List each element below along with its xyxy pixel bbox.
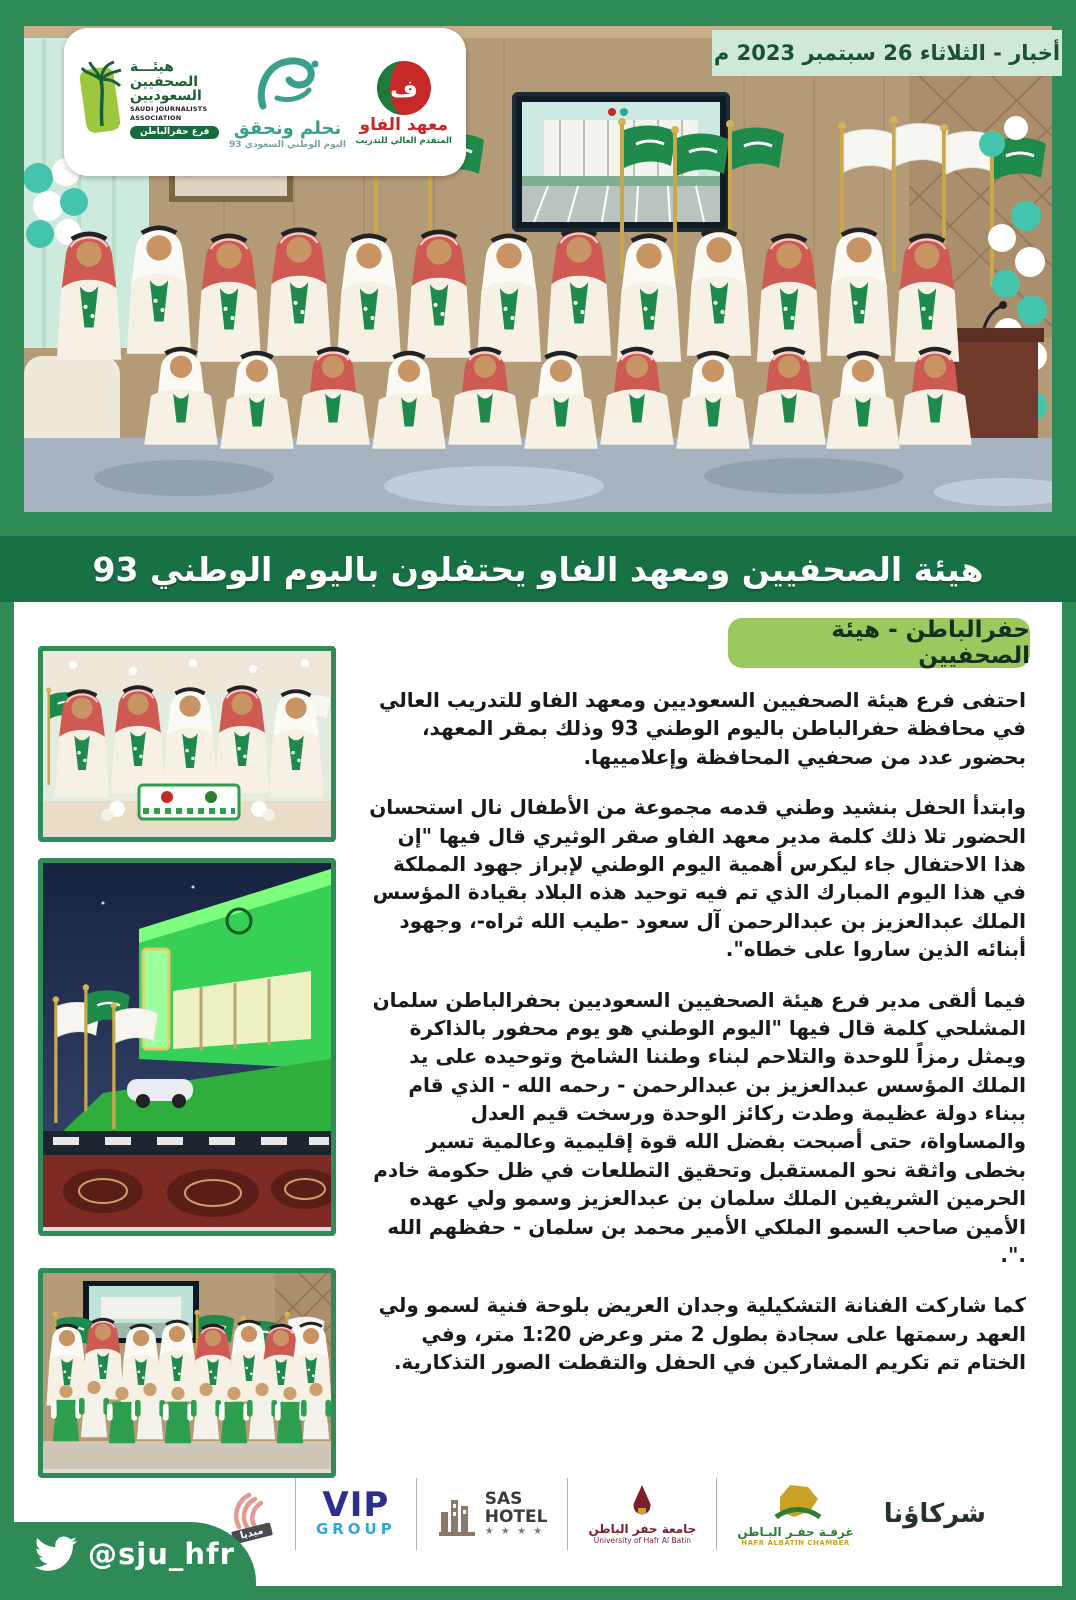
sas-building-icon [437, 1492, 477, 1536]
partners-row [229, 1468, 992, 1560]
chamber-logo [737, 1481, 853, 1547]
sja-name-en1: SAUDI JOURNALISTS [130, 105, 208, 114]
national-day-logo [229, 54, 346, 150]
university-flame-icon [627, 1484, 657, 1520]
national-day-calligraphy-icon [249, 54, 325, 120]
partner-divider [295, 1478, 296, 1550]
university-logo [588, 1484, 696, 1545]
headline-bar [0, 536, 1076, 602]
sja-branch-label: فرع حفرالباطن [130, 126, 219, 139]
carpet [24, 438, 1052, 512]
vip-group-logo [315, 1484, 396, 1539]
sja-name-line1: هيئـــة [130, 59, 174, 75]
article-body [364, 686, 1026, 1399]
fao-glyph: ف [389, 74, 418, 103]
vip-name: VIP [322, 1484, 390, 1525]
chamber-name: غرفـة حفـر البـاطن [737, 1525, 854, 1539]
vip-sub: GROUP [315, 1520, 396, 1539]
article-content [14, 602, 1062, 1586]
twitter-ribbon[interactable] [0, 1522, 256, 1586]
media-name: ميديا [231, 1522, 273, 1544]
twitter-icon [34, 1536, 78, 1572]
sja-palm-icon [78, 60, 124, 144]
photo-kids-group [38, 1268, 336, 1478]
partner-divider [567, 1478, 568, 1550]
sja-name-line3: السعوديين [130, 88, 202, 105]
sja-logo [78, 60, 219, 144]
logo-card [64, 28, 466, 176]
fao-circle-icon [375, 59, 433, 117]
chamber-map-icon [770, 1481, 822, 1523]
partner-divider [416, 1478, 417, 1550]
kneeling-row [144, 349, 972, 449]
sas-hotel-logo [437, 1488, 548, 1538]
headline-text: هيئة الصحفيين ومعهد الفاو يحتفلون باليوم الوطني 93 [92, 549, 984, 589]
photo-green-building [38, 858, 336, 1236]
paragraph-4: كما شاركت الفنانة التشكيلية وجدان العريض بلوحة فنية لسمو ولي العهد رسمتها على سجادة بطول 2 متر وعرض 1:20 متر، وفي الختام تم تكريم المشاركين في الحفل والتقطت الصور التذكارية. [378, 1293, 1026, 1375]
fao-subtitle: المتقدم العالي للتدريب [355, 135, 452, 146]
byline-badge [728, 618, 1030, 668]
partner-divider [716, 1478, 717, 1550]
university-sub: University of Hafr Al Batin [593, 1535, 692, 1545]
sas-name2: HOTEL [484, 1506, 548, 1527]
paragraph-1: احتفى فرع هيئة الصحفيين السعوديين ومعهد الفاو للتدريب العالي في محافظة حفرالباطن باليوم الوطني 93 وذلك بمقر المعهد، بحضور عدد من صحفيي المحافظة وإعلامييها. [378, 688, 1026, 769]
date-band [712, 30, 1062, 76]
national-day-subtitle: اليوم الوطني السعودي 93 [229, 140, 346, 150]
national-day-slogan: نحلم ونحقق [233, 118, 342, 139]
paragraph-3: فيما ألقى مدير فرع هيئة الصحفيين السعوديين بحفرالباطن سلمان المشلحي كلمة قال فيها "اليوم الوطني هو يوم محفور بالذاكرة ويمثل رمزاً للوحدة والتلاحم لبناء وطننا الشامخ وتوحيده على يد الملك المؤسس عبدالعزيز بن عبدالرحمن - رحمه الله - الذي قام ببناء دولة عظيمة وطدت ركائز الوحدة ورسخت قيم العدل والمساواة، حتى أصبحت بفضل الله قوة إقليمية وعالمية تسير بخطى واثقة نحو المستقبل وتحقيق التطلعات في ظل حكومة خادم الحرمين الشريفين الملك سلمان بن عبدالعزيز وسمو ولي عهده الأمين صاحب السمو الملكي الأمير محمد بن سلمان - حفظهم الله .". [372, 987, 1026, 1268]
photo-column [38, 646, 336, 1478]
partners-label: شركاؤنا [883, 1499, 986, 1529]
sas-stars: ★ ★ ★ ★ [484, 1526, 545, 1538]
chamber-sub: HAFR ALBATIN CHAMBER [741, 1539, 850, 1547]
paragraph-2: وابتدأ الحفل بنشيد وطني قدمه مجموعة من الأطفال نال استحسان الحضور تلا ذلك كلمة مدير معهد الفاو صقر الوثيري قال فيها "إن هذا الاحتفال جاء ليكرس أهمية اليوم الوطني لإبراز جهود المملكة في هذا اليوم المبارك الذي تم فيه توحيد هذه البلاد بقيادة المؤسس الملك عبدالعزيز بن عبدالرحمن آل سعود -طيب الله ثراه-، وجهود أبنائه الذين ساروا على خطاه". [369, 795, 1026, 962]
sas-name1: SAS [484, 1488, 523, 1509]
photo-cake-cutting [38, 646, 336, 842]
date-label: أخبار - الثلاثاء 26 سبتمبر 2023 م [713, 41, 1061, 65]
sja-name-en2: ASSOCIATION [130, 113, 182, 122]
university-name: جامعة حفر الباطن [588, 1521, 697, 1536]
fao-title: معهد الفاو [359, 114, 448, 135]
media-logo [229, 1489, 275, 1540]
twitter-handle[interactable]: @sju_hfr [88, 1537, 235, 1571]
fao-institute-logo [356, 59, 452, 146]
byline-text: حفرالباطن - هيئة الصحفيين [831, 617, 1030, 669]
sja-name-line2: الصحفيين [130, 73, 199, 90]
